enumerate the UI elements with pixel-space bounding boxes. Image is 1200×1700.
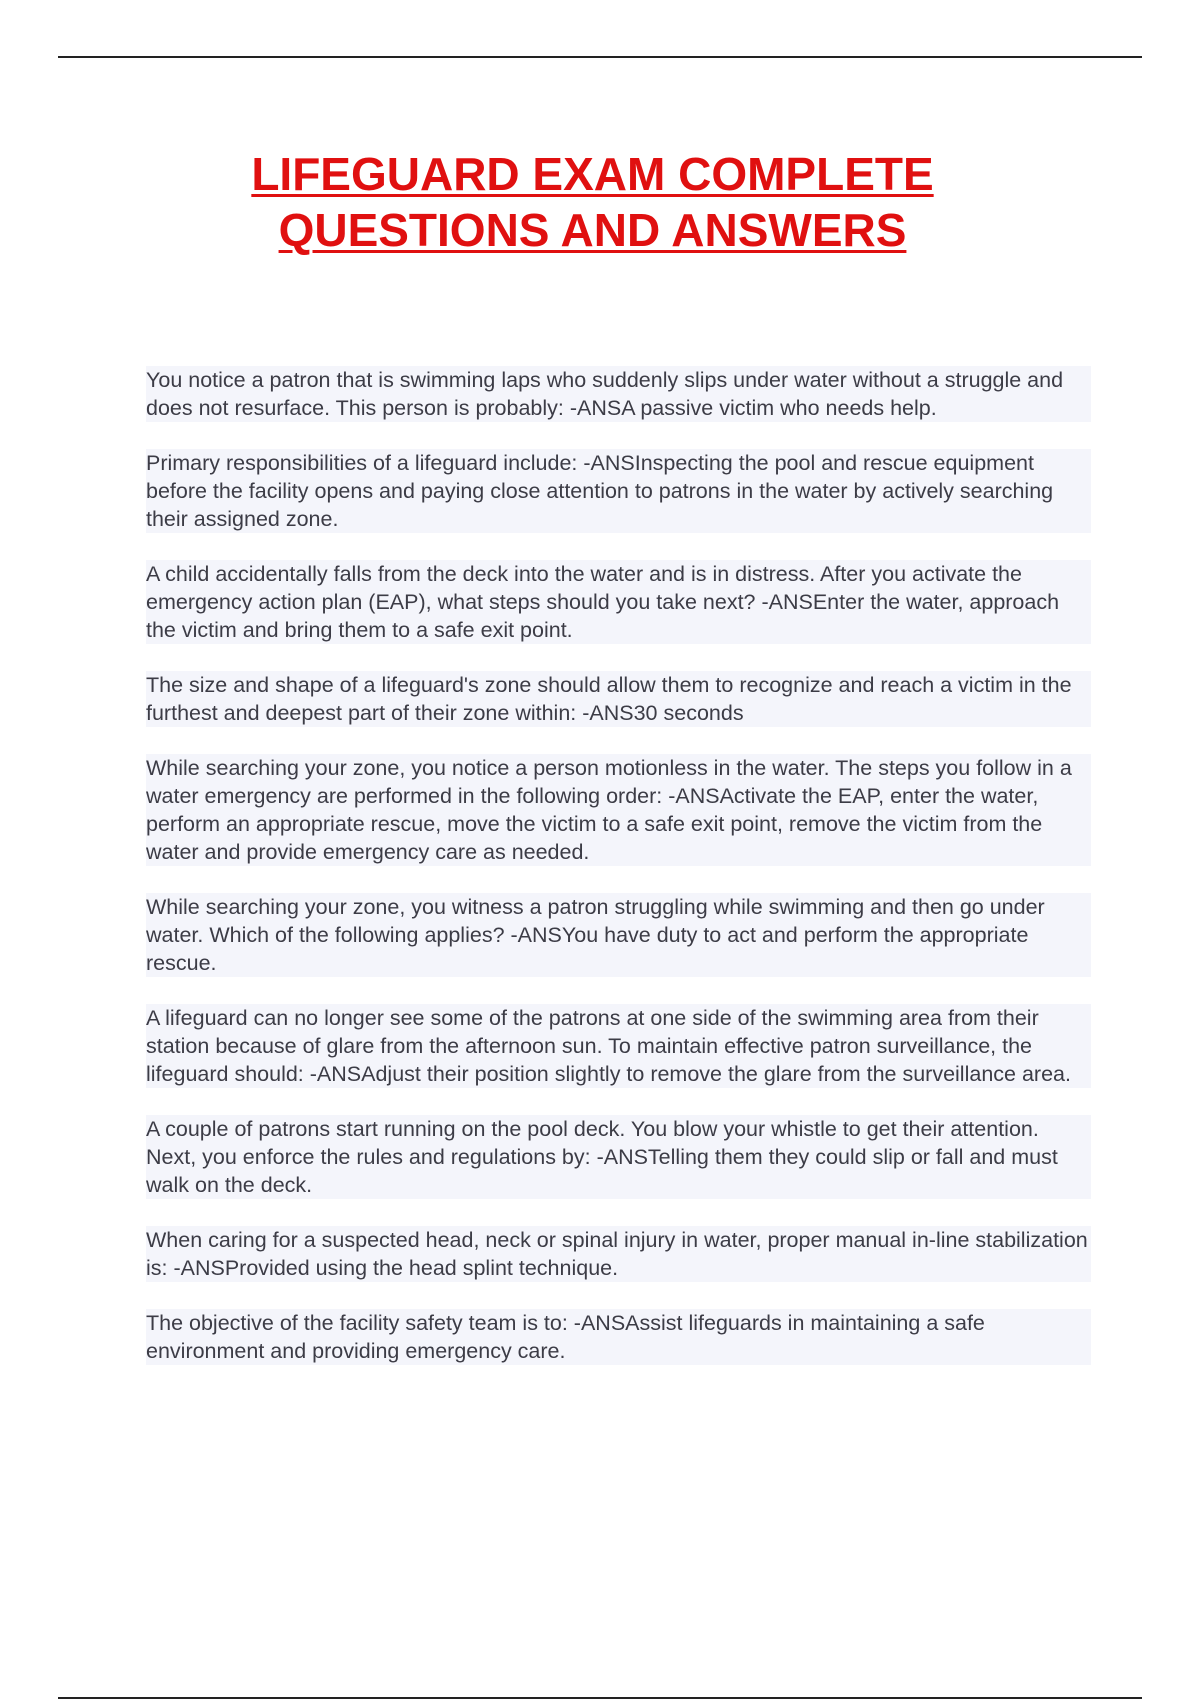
title-line-1: LIFEGUARD EXAM COMPLETE (251, 148, 934, 200)
qa-item: A lifeguard can no longer see some of the patrons at one side of the swimming area from their station because of glare from the afternoon sun. To maintain effective patron surveillance, the lifeguard should: -ANSAdjust their position slightly to remove the glare from the surveillance area. (146, 1004, 1091, 1088)
bottom-rule (58, 1697, 1142, 1699)
qa-item: A couple of patrons start running on the pool deck. You blow your whistle to get their attention. Next, you enforce the rules and regulations by: -ANSTelling them they could slip or fall and must walk on the deck. (146, 1115, 1091, 1199)
qa-item: You notice a patron that is swimming laps who suddenly slips under water without a struggle and does not resurface. This person is probably: -ANSA passive victim who needs help. (146, 366, 1091, 422)
title-line-2: QUESTIONS AND ANSWERS (278, 204, 907, 256)
document-title (0, 146, 1185, 258)
qa-item: When caring for a suspected head, neck or spinal injury in water, proper manual in-line stabilization is: -ANSProvided using the head splint technique. (146, 1226, 1091, 1282)
top-rule (58, 56, 1142, 58)
qa-item: A child accidentally falls from the deck into the water and is in distress. After you activate the emergency action plan (EAP), what steps should you take next? -ANSEnter the water, approach the victim and bring them to a safe exit point. (146, 560, 1091, 644)
qa-item: Primary responsibilities of a lifeguard include: -ANSInspecting the pool and rescue equipment before the facility opens and paying close attention to patrons in the water by actively searching their assigned zone. (146, 449, 1091, 533)
qa-item: The objective of the facility safety team is to: -ANSAssist lifeguards in maintaining a safe environment and providing emergency care. (146, 1309, 1091, 1365)
qa-item: While searching your zone, you notice a person motionless in the water. The steps you follow in a water emergency are performed in the following order: -ANSActivate the EAP, enter the water, perform an appropriate rescue, move the victim to a safe exit point, remove the victim from the water and provide emergency care as needed. (146, 754, 1091, 866)
qa-item: The size and shape of a lifeguard's zone should allow them to recognize and reach a victim in the furthest and deepest part of their zone within: -ANS30 seconds (146, 671, 1091, 727)
qa-list (146, 366, 1091, 1392)
qa-item: While searching your zone, you witness a patron struggling while swimming and then go under water. Which of the following applies? -ANSYou have duty to act and perform the appropriate rescue. (146, 893, 1091, 977)
